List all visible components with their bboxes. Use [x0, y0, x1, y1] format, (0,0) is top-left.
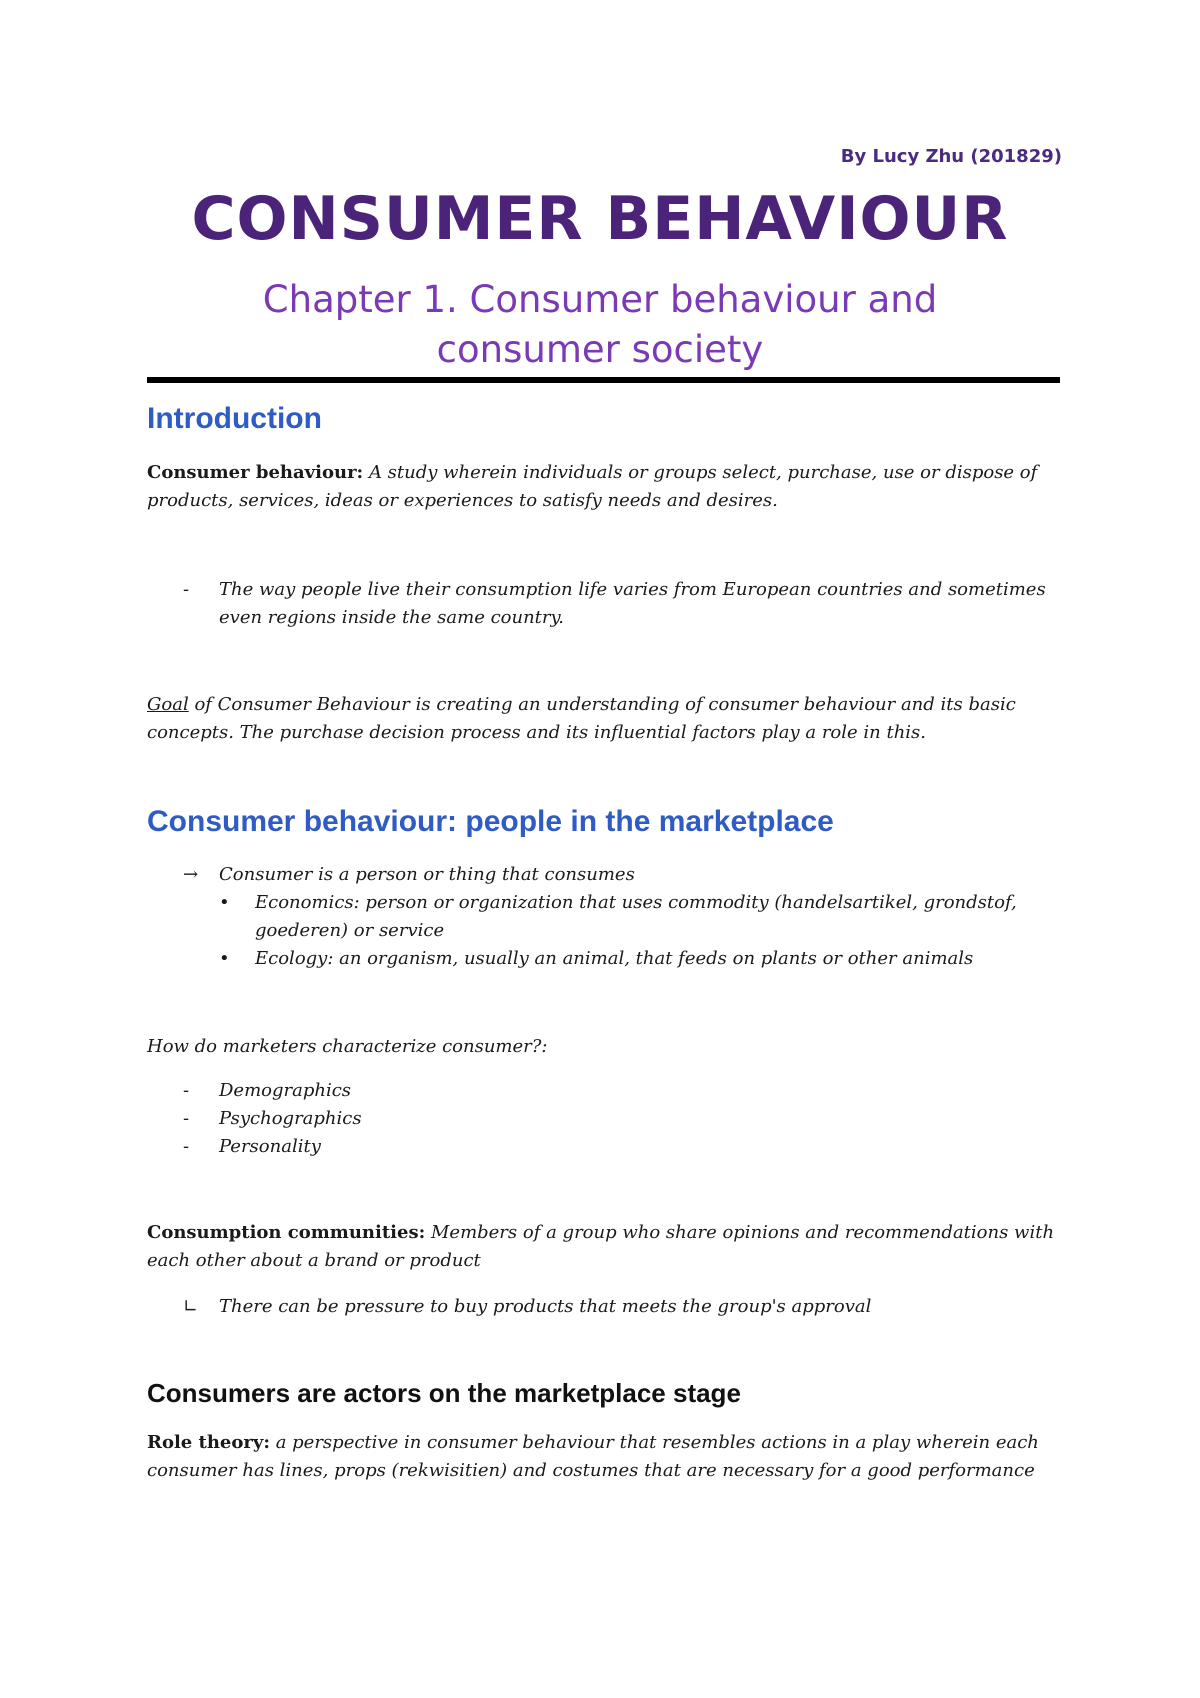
sub-bullet-marker: • [219, 948, 230, 969]
consumption-communities [147, 1219, 1067, 1275]
definition-consumer-behaviour [147, 459, 1067, 515]
chapter-title [160, 275, 1040, 375]
sub-bullet-ecology: Ecology: an organism, usually an animal, that feeds on plants or other animals [255, 948, 974, 969]
list-item-personality: Personality [219, 1136, 321, 1157]
title-divider [147, 377, 1060, 383]
goal-paragraph [147, 691, 1067, 747]
author-line: By Lucy Zhu (201829) [840, 146, 1062, 167]
chapter-title-line-1: Chapter 1. Consumer behaviour and [262, 278, 938, 321]
goal-line-1: of Consumer Behaviour is creating an understanding of consumer behaviour and its basic [188, 694, 1016, 715]
dash-bullet: - [183, 1136, 190, 1157]
communities-line-1: Members of a group who share opinions and recommendations with [430, 1222, 1055, 1243]
role-theory-paragraph [147, 1429, 1067, 1485]
arrow-consumer-definition: Consumer is a person or thing that consumes [219, 864, 635, 885]
characterize-question: How do marketers characterize consumer?: [147, 1036, 548, 1057]
goal-line-2: concepts. The purchase decision process and its influential factors play a role in this. [147, 722, 927, 743]
definition-term: Consumer behaviour: [147, 462, 364, 483]
role-theory-term: Role theory: [147, 1432, 270, 1453]
arrow-marker: → [183, 864, 199, 885]
heading-introduction: Introduction [147, 402, 322, 435]
sub-bullet-marker: • [219, 892, 230, 913]
chapter-title-line-2: consumer society [436, 328, 764, 371]
document-title: CONSUMER BEHAVIOUR [191, 184, 1009, 254]
definition-text-2: products, services, ideas or experiences to satisfy needs and desires. [147, 490, 778, 511]
group-pressure-note: There can be pressure to buy products that meets the group's approval [219, 1296, 872, 1317]
heading-actors: Consumers are actors on the marketplace stage [147, 1378, 741, 1408]
dash-bullet: - [183, 579, 190, 600]
communities-line-2: each other about a brand or product [147, 1250, 481, 1271]
dash-bullet: - [183, 1080, 190, 1101]
list-item-demographics: Demographics [219, 1080, 352, 1101]
economics-line-1: Economics: person or organization that uses commodity (handelsartikel, grondstof, [255, 892, 1017, 913]
economics-line-2: goederen) or service [255, 920, 445, 941]
definition-text-1: A study wherein individuals or groups select, purchase, use or dispose of [368, 462, 1038, 483]
goal-word: Goal [147, 694, 189, 715]
dash-bullet: - [183, 1108, 190, 1129]
bullet-line-2: even regions inside the same country. [219, 607, 565, 628]
bullet-line-1: The way people live their consumption life varies from European countries and sometimes [219, 579, 1046, 600]
corner-marker: ∟ [183, 1296, 199, 1317]
heading-marketplace: Consumer behaviour: people in the marketplace [147, 805, 834, 838]
sub-bullet-economics [255, 889, 1055, 945]
list-item-psychographics: Psychographics [219, 1108, 362, 1129]
communities-term: Consumption communities: [147, 1222, 426, 1243]
role-theory-line-1: a perspective in consumer behaviour that resembles actions in a play wherein each [275, 1432, 1039, 1453]
role-theory-line-2: consumer has lines, props (rekwisitien) and costumes that are necessary for a good performance [147, 1460, 1035, 1481]
bullet-consumption-life [219, 576, 1069, 632]
